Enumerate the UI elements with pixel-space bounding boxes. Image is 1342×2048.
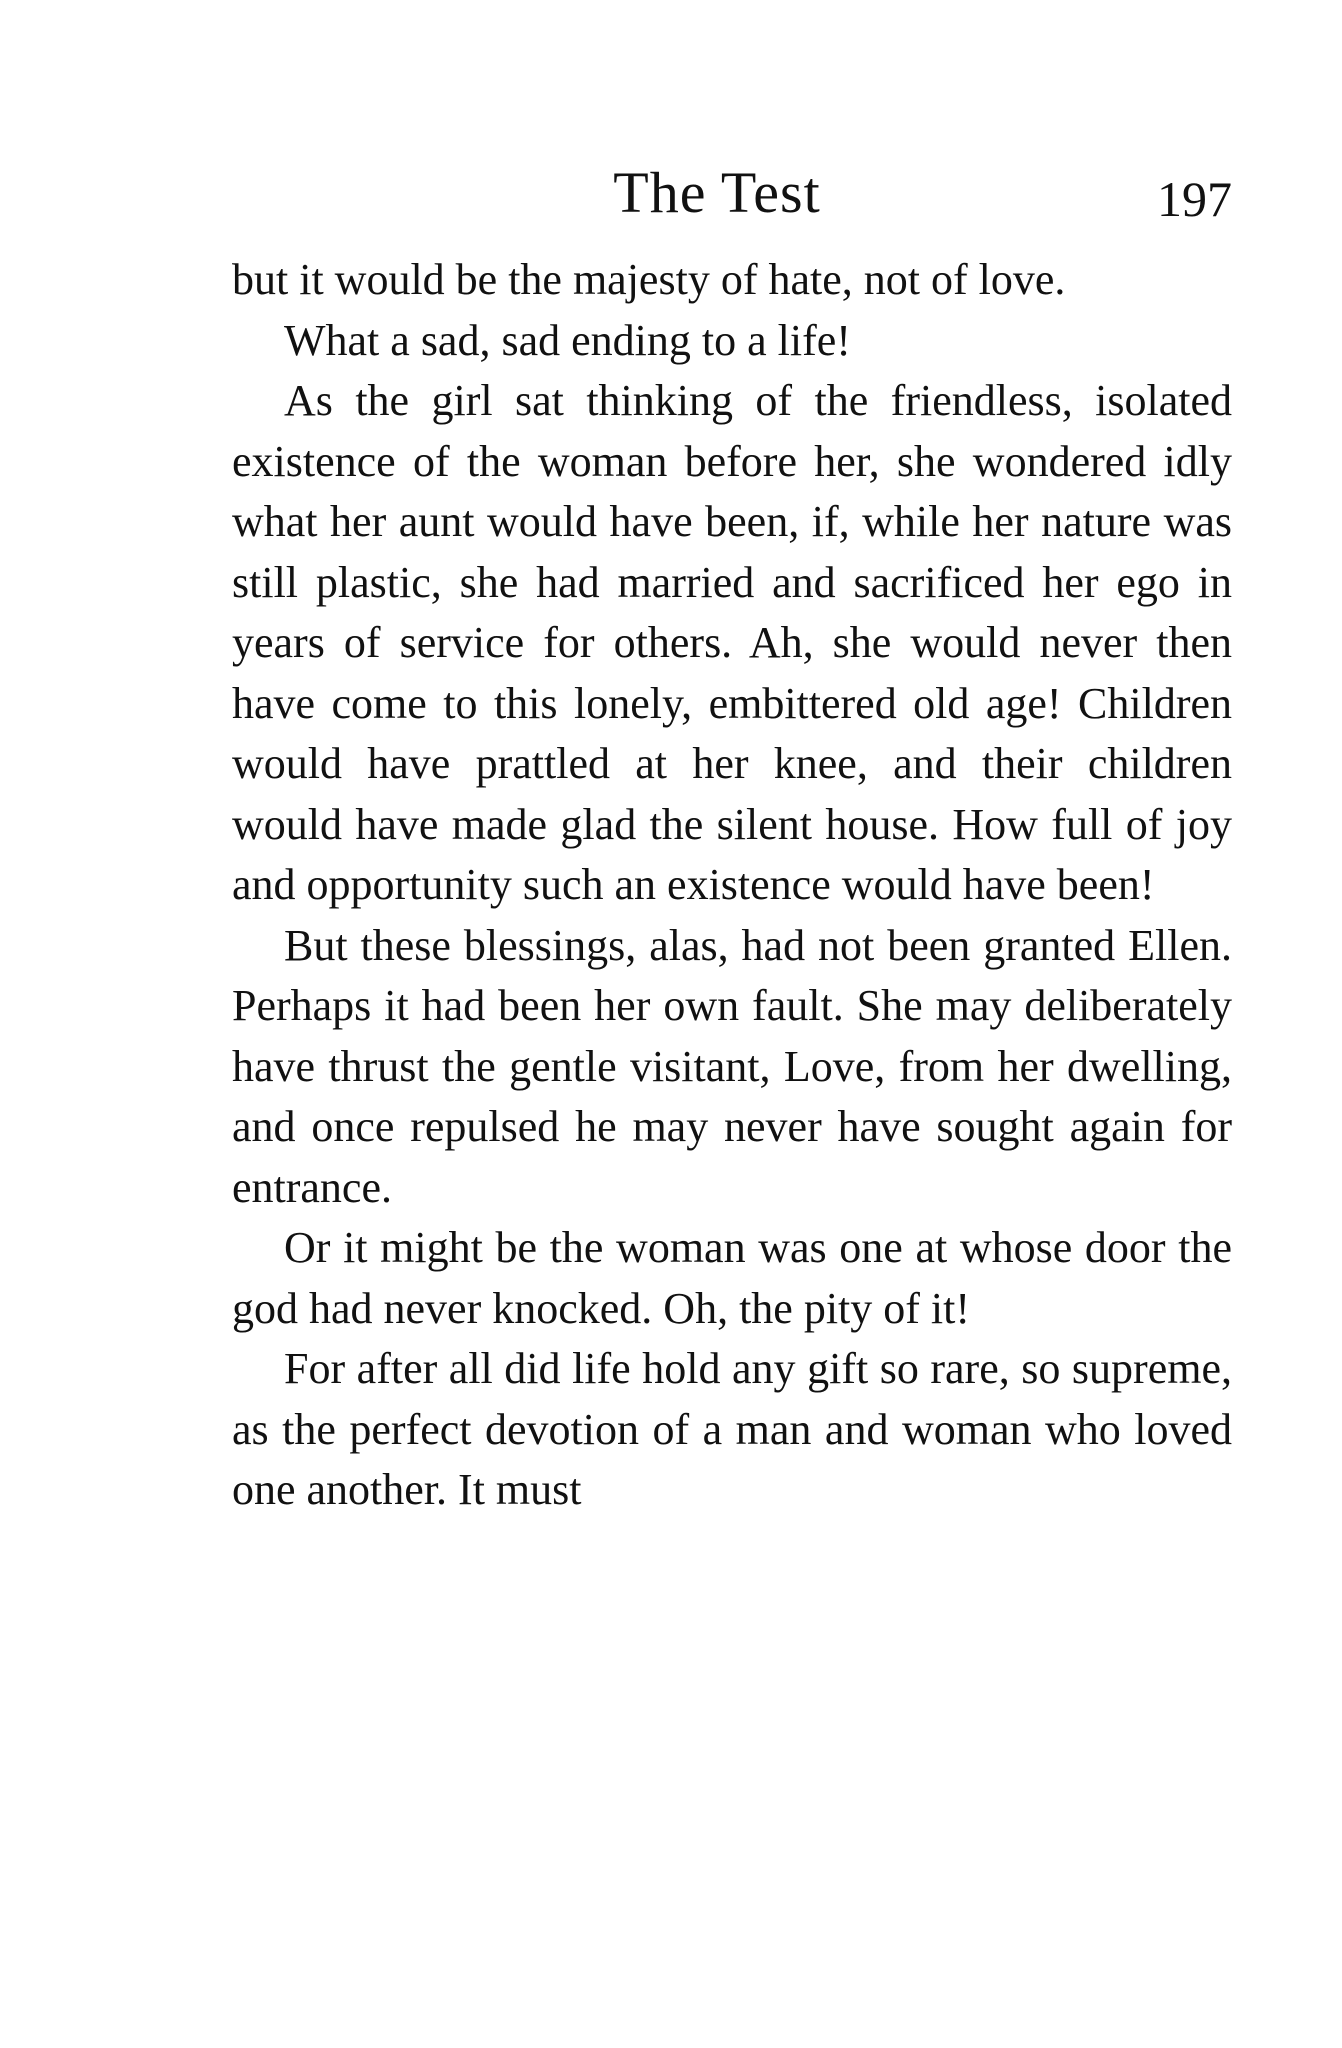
page-number: 197 — [1157, 171, 1232, 227]
page-header — [232, 158, 1232, 228]
paragraph: For after all did life hold any gift so rare, so supreme, as the perfect devotion of a man and woman who loved one another. It must — [232, 1344, 1232, 1514]
paragraph: As the girl sat thinking of the friendless, isolated existence of the woman before her, she wondered idly what her aunt would have been, if, while her nature was still plastic, she had married and sacrificed her ego in years of service for others. Ah, she would never then have come to this lonely, embittered old age! Children would have prattled at her knee, and their children would have made glad the silent house. How full of joy and opportunity such an existence would have been! — [232, 376, 1232, 909]
paragraph-continuation: but it would be the majesty of hate, not of love. — [232, 255, 1066, 304]
running-title: The Test — [613, 160, 821, 225]
paragraph: Or it might be the woman was one at whose door the god had never knocked. Oh, the pity of it! — [232, 1223, 1232, 1333]
paragraph: What a sad, sad ending to a life! — [284, 315, 851, 365]
body-text — [232, 250, 1232, 1521]
paragraph: But these blessings, alas, had not been granted Ellen. Perhaps it had been her own fault. She may deliberately have thrust the gentle visitant, Love, from her dwelling, and once repulsed he may never have sought again for entrance. — [232, 920, 1232, 1212]
